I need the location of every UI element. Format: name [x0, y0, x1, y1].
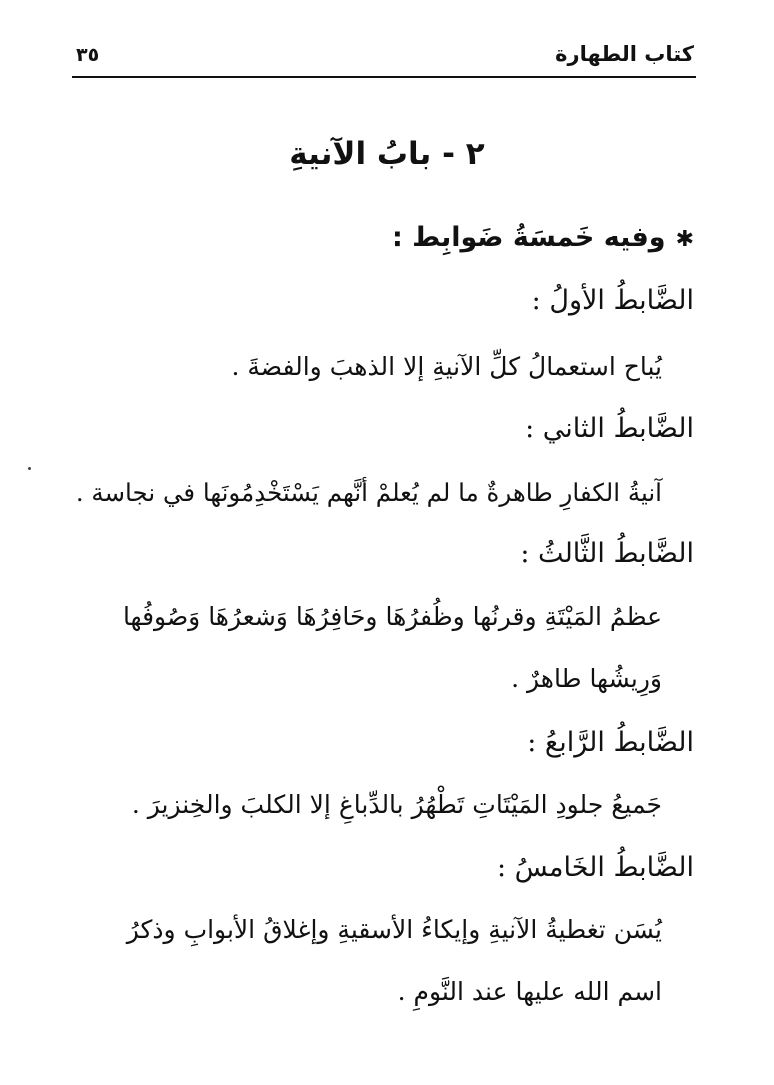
running-header — [72, 40, 696, 78]
rule-3-text-line-1: عظمُ المَيْتَةِ وقرنُها وظُفرُهَا وحَافِرُهَا وَشعرُهَا وَصُوفُها — [122, 602, 662, 631]
rule-1-text: يُباح استعمالُ كلِّ الآنيةِ إلا الذهبَ والفضةَ . — [231, 352, 662, 381]
scan-speck — [28, 467, 31, 470]
rule-1-heading: الضَّابطُ الأولُ : — [531, 285, 694, 316]
rule-5-text-line-2: اسم الله عليها عند النَّومِ . — [397, 977, 662, 1006]
intro-line — [74, 222, 694, 253]
rule-2-heading: الضَّابطُ الثاني : — [525, 413, 694, 444]
page-number: ٣٥ — [76, 44, 100, 66]
rule-3-heading: الضَّابطُ الثَّالثُ : — [520, 538, 694, 569]
rule-5-heading: الضَّابطُ الخَامسُ : — [496, 852, 694, 883]
rule-2-text: آنيةُ الكفارِ طاهرةٌ ما لم يُعلمْ أنَّهم يَسْتَخْدِمُونَها في نجاسة . — [75, 478, 662, 507]
star-bullet-icon: ✱ — [675, 227, 694, 252]
rule-4-heading: الضَّابطُ الرَّابعُ : — [527, 727, 694, 758]
rule-5-text-line-1: يُسَن تغطيةُ الآنيةِ وإيكاءُ الأسقيةِ وإغلاقُ الأبوابِ وذكرُ — [126, 915, 662, 944]
header-title: كتاب الطهارة — [555, 42, 694, 66]
rule-4-text: جَميعُ جلودِ المَيْتَاتِ تَطْهُرُ بالدِّباغِ إلا الكلبَ والخِنزيرَ . — [131, 790, 662, 819]
chapter-title: ٢ - بابُ الآنيةِ — [289, 136, 485, 172]
intro-text: وفيه خَمسَةُ ضَوابِط : — [391, 222, 666, 253]
rule-3-text-line-2: وَرِيشُها طاهرٌ . — [511, 664, 662, 693]
